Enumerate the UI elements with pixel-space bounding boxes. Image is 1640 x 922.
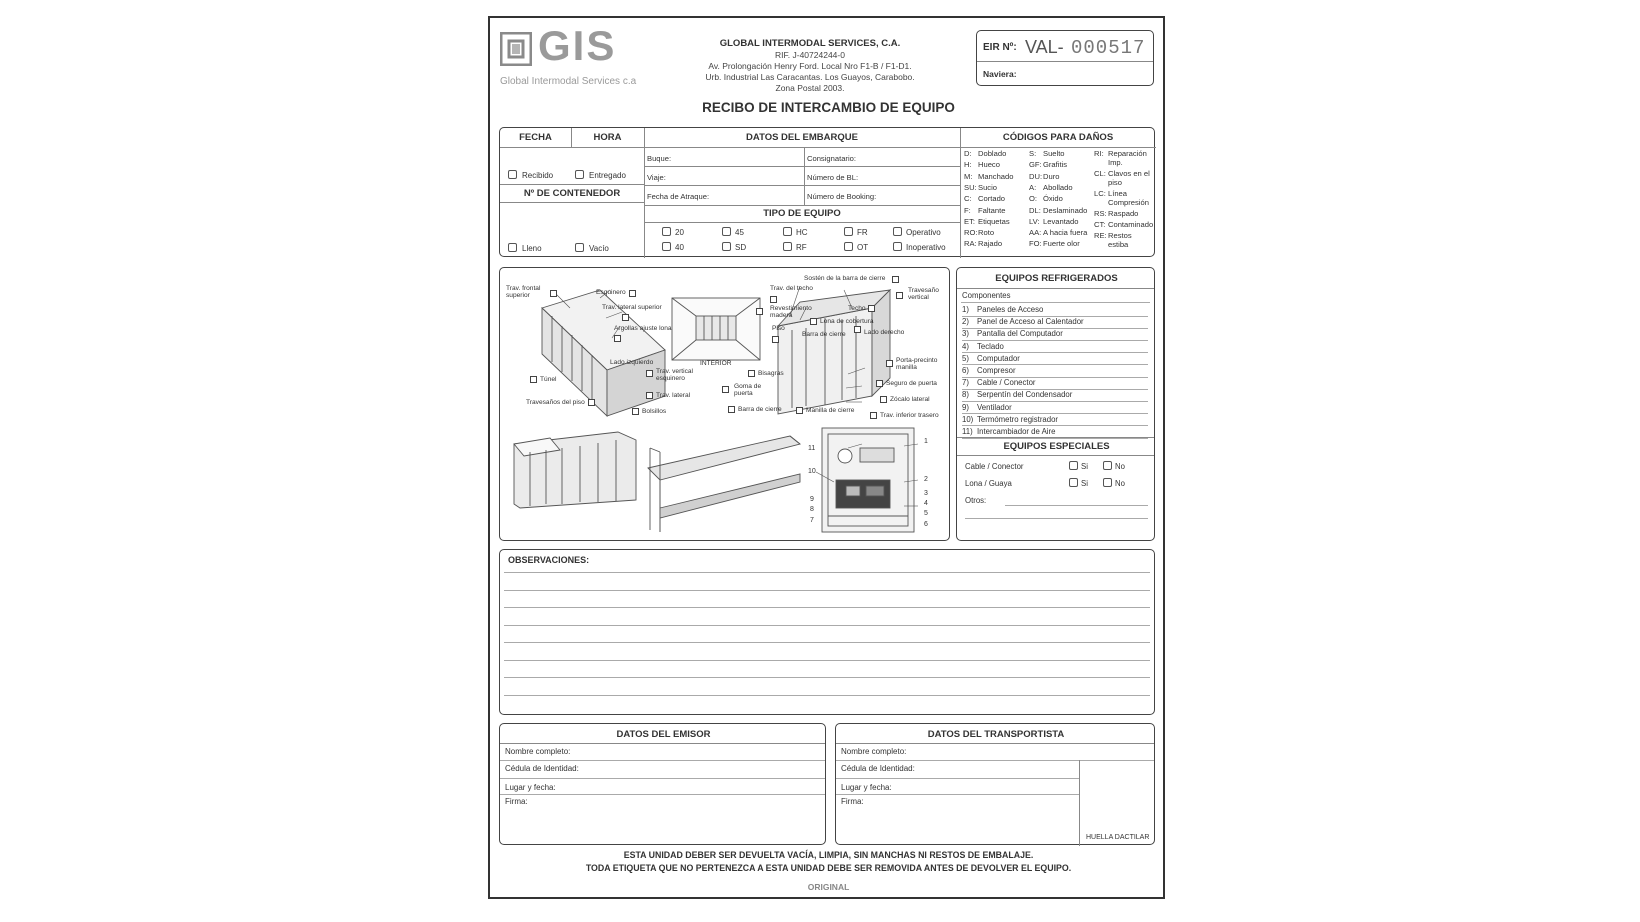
- emisor-firma-field[interactable]: Firma:: [505, 797, 528, 806]
- damage-code: [964, 218, 1010, 226]
- observaciones-rule: [504, 660, 1150, 661]
- damage-code: [1029, 150, 1065, 158]
- damage-code: [1094, 190, 1127, 198]
- damage-code-key: RS:: [1094, 209, 1107, 218]
- label-trav-techo: Trav. del techo: [770, 285, 813, 292]
- hora-input[interactable]: [572, 148, 643, 166]
- fecha-header: FECHA: [519, 132, 552, 143]
- refrigerado-item: [962, 330, 1063, 338]
- equipos-box: [956, 267, 1155, 541]
- emisor-header: DATOS DEL EMISOR: [616, 729, 711, 740]
- sq-esquinero[interactable]: [629, 290, 636, 297]
- sq-porta-precinto[interactable]: [886, 360, 893, 367]
- label-lado-der: Lado derecho: [864, 329, 905, 336]
- damage-code-key: DU:: [1029, 171, 1043, 181]
- damage-code-desc: Hueco: [978, 160, 1000, 170]
- eir-divider: [977, 61, 1153, 62]
- refrigerado-item-label: Teclado: [977, 341, 1004, 351]
- damage-code-desc: Manchado: [978, 171, 1014, 181]
- damage-code: [1094, 232, 1132, 240]
- damage-code-key: D:: [964, 149, 972, 158]
- tipo-sd-label: SD: [735, 243, 747, 252]
- damage-code-key: LC:: [1094, 189, 1106, 198]
- transportista-box: [835, 723, 1155, 845]
- damage-code: [964, 229, 994, 237]
- componentes-label: Componentes: [962, 291, 1011, 300]
- refrigerado-item: [962, 391, 1072, 399]
- damage-code: [964, 184, 997, 192]
- company-name: GLOBAL INTERMODAL SERVICES, C.A.: [719, 38, 901, 49]
- damage-code-desc: Deslaminado: [1043, 205, 1088, 215]
- logo-letters: GIS: [538, 22, 617, 69]
- damage-code-key: SU:: [964, 182, 977, 192]
- damage-code-key: ET:: [964, 216, 975, 226]
- damage-code-desc: Sucio: [978, 182, 997, 192]
- logo-mark-icon: [500, 32, 532, 66]
- codigos-header: CÓDIGOS PARA DAÑOS: [1002, 132, 1114, 143]
- viaje-field[interactable]: Viaje:: [647, 173, 666, 182]
- damage-code-desc: Restos: [1108, 231, 1132, 240]
- lona-no-checkbox[interactable]: [1103, 478, 1112, 487]
- bl-field[interactable]: Número de BL:: [807, 173, 859, 182]
- reefer-num-8: 8: [810, 506, 814, 513]
- lleno-label: Lleno: [522, 244, 542, 253]
- observaciones-rule: [504, 642, 1150, 643]
- damage-code-key: RE:: [1094, 231, 1107, 240]
- buque-field[interactable]: Buque:: [647, 154, 672, 163]
- eir-box: [976, 30, 1154, 86]
- damage-code: [1029, 218, 1078, 226]
- tipo-45-checkbox[interactable]: [722, 227, 731, 236]
- damage-code-desc: Duro: [1043, 171, 1060, 181]
- label-trav-inferior: Trav. inferior trasero: [880, 412, 939, 419]
- label-revestimiento: Revestimiento madera: [770, 305, 812, 319]
- tipo-40-label: 40: [675, 243, 684, 252]
- sq-revestimiento[interactable]: [756, 308, 763, 315]
- refrigerado-item: [962, 343, 1004, 351]
- tipo-hc-label: HC: [796, 228, 808, 237]
- damage-code-desc-cont: estiba: [1108, 240, 1129, 249]
- company-header: [680, 38, 940, 94]
- damage-code-desc: Levantado: [1043, 216, 1079, 226]
- lona-si-label: Si: [1081, 479, 1088, 488]
- damage-code: [1094, 150, 1147, 158]
- refrigerado-item-number: 7): [962, 378, 969, 388]
- damage-code-desc: Reparación: [1108, 149, 1147, 158]
- refrigerado-item-number: 3): [962, 329, 969, 339]
- label-barra-cierre-bottom: Barra de cierre: [738, 406, 782, 413]
- observaciones-rule: [504, 572, 1150, 573]
- tipo-ot-checkbox[interactable]: [844, 242, 853, 251]
- refrigerado-item-number: 2): [962, 317, 969, 327]
- observaciones-box: [499, 549, 1155, 715]
- sq-bisagras[interactable]: [748, 370, 755, 377]
- cable-no-checkbox[interactable]: [1103, 461, 1112, 470]
- booking-field[interactable]: Número de Booking:: [807, 192, 877, 201]
- label-seguro: Seguro de puerta: [886, 380, 937, 387]
- observaciones-rule: [504, 625, 1150, 626]
- label-trav-lateral-sup: Trav. lateral superior: [602, 304, 662, 311]
- observaciones-rule: [504, 695, 1150, 696]
- company-rif: RIF. J-40724244-0: [775, 50, 845, 60]
- especiales-header: EQUIPOS ESPECIALES: [1003, 441, 1110, 452]
- refrigerado-item-label: Panel de Acceso al Calentador: [977, 317, 1084, 327]
- refrigerado-item: [962, 416, 1058, 424]
- damage-code-key: GF:: [1029, 160, 1042, 170]
- eir-label: EIR Nº:: [983, 42, 1017, 53]
- embarque-header: DATOS DEL EMBARQUE: [746, 132, 858, 143]
- footer-line-1: ESTA UNIDAD DEBER SER DEVUELTA VACÍA, LIMPIA, SIN MANCHAS NI RESTOS DE EMBALAJE.: [623, 850, 1034, 860]
- atraque-field[interactable]: Fecha de Atraque:: [647, 192, 710, 201]
- damage-code-key: RI:: [1094, 149, 1104, 158]
- reefer-num-5: 5: [924, 510, 928, 517]
- damage-code-desc: Grafitis: [1043, 160, 1068, 170]
- sq-trav-frontal[interactable]: [550, 290, 557, 297]
- damage-code: [964, 161, 1000, 169]
- damage-code: [964, 240, 1002, 248]
- eir-prefix: VAL-: [1025, 37, 1064, 57]
- label-interior: INTERIOR: [700, 360, 732, 367]
- damage-code-desc: Fuerte olor: [1043, 239, 1080, 249]
- damage-code-desc: Roto: [978, 228, 995, 238]
- lona-label: Lona / Guaya: [965, 479, 1012, 488]
- damage-code-desc-cont: Compresión: [1108, 198, 1149, 207]
- damage-code: [1029, 240, 1080, 248]
- transportista-cedula-field[interactable]: Cédula de Identidad:: [841, 764, 915, 773]
- sq-trav-inferior[interactable]: [870, 412, 877, 419]
- observaciones-lines[interactable]: [504, 550, 1150, 714]
- label-zocalo: Zócalo lateral: [890, 396, 930, 403]
- label-lona: Lona de cobertura: [820, 318, 874, 325]
- refrigerado-item: [962, 379, 1036, 387]
- recibido-checkbox[interactable]: [508, 170, 517, 179]
- sq-travesanos-piso[interactable]: [588, 399, 595, 406]
- refrigerado-item-number: 8): [962, 390, 969, 400]
- company-address-1: Av. Prolongación Henry Ford. Local Nro F1-B / F1-D1.: [708, 61, 912, 71]
- tipo-45-label: 45: [735, 228, 744, 237]
- tipo-ot-label: OT: [857, 243, 869, 252]
- damage-code: [1029, 184, 1073, 192]
- operativo-checkbox[interactable]: [893, 227, 902, 236]
- observaciones-rule: [504, 607, 1150, 608]
- refrigerado-item-label: Paneles de Acceso: [977, 305, 1044, 314]
- label-sosten: Sostén de la barra de cierre: [804, 275, 886, 282]
- transportista-nombre-field[interactable]: Nombre completo:: [841, 747, 907, 756]
- damage-code-key: CT:: [1094, 220, 1106, 229]
- lona-no-label: No: [1115, 479, 1125, 488]
- label-trav-vertical: Travesaño vertical: [908, 287, 939, 301]
- label-bisagras: Bisagras: [758, 370, 784, 377]
- label-tunel: Túnel: [540, 376, 557, 383]
- tipo-rf-label: RF: [796, 243, 807, 252]
- vacio-label: Vacío: [589, 244, 609, 253]
- sq-techo[interactable]: [868, 305, 875, 312]
- damage-code-key: C:: [964, 194, 972, 204]
- refrigerado-item-label: Ventilador: [977, 402, 1012, 412]
- reefer-num-3: 3: [924, 490, 928, 497]
- damage-code-key: DL:: [1029, 205, 1041, 215]
- sq-argollas[interactable]: [614, 335, 621, 342]
- damage-code: [1029, 161, 1067, 169]
- footer-line-2: TODA ETIQUETA QUE NO PERTENEZCA A ESTA UNIDAD DEBE SER REMOVIDA ANTES DE DEVOLVER EL EQUIPO.: [585, 863, 1072, 873]
- damage-code-desc: Línea: [1108, 189, 1128, 198]
- reefer-num-4: 4: [924, 500, 928, 507]
- cable-label: Cable / Conector: [965, 462, 1024, 471]
- damage-code: [964, 207, 1005, 215]
- damage-code-desc: Rajado: [978, 239, 1003, 249]
- refrigerado-item: [962, 367, 1016, 375]
- damage-code-key: A:: [1029, 182, 1037, 192]
- damage-code-key: RO:: [964, 228, 978, 238]
- recibido-label: Recibido: [522, 171, 554, 180]
- damage-code-desc: Doblado: [978, 149, 1007, 158]
- eir-number: 000517: [1071, 37, 1146, 59]
- damage-code: [964, 173, 1013, 181]
- damage-code: [1029, 195, 1063, 203]
- damage-code-desc: Suelto: [1043, 149, 1065, 158]
- refrigerado-item-label: Compresor: [977, 366, 1016, 375]
- sq-trav-vertical-esq[interactable]: [646, 370, 653, 377]
- label-piso: Piso: [772, 325, 785, 332]
- refrigerados-header: EQUIPOS REFRIGERADOS: [995, 273, 1118, 284]
- transportista-firma-field[interactable]: Firma:: [841, 797, 864, 806]
- refrigerado-item: [962, 306, 1043, 314]
- sq-barra-cierre-bottom[interactable]: [728, 406, 735, 413]
- refrigerado-item-label: Intercambiador de Aire: [977, 427, 1056, 436]
- damage-code: [1094, 170, 1150, 178]
- tipo-40-checkbox[interactable]: [662, 242, 671, 251]
- label-bolsillos: Bolsillos: [642, 408, 667, 415]
- huella-label: HUELLA DACTILAR: [1086, 834, 1150, 841]
- refrigerado-item-label: Pantalla del Computador: [977, 329, 1063, 339]
- reefer-num-9: 9: [810, 496, 814, 503]
- sq-trav-techo[interactable]: [770, 296, 777, 303]
- emisor-box: [499, 723, 826, 845]
- damage-code-desc: Cortado: [978, 194, 1006, 204]
- tipo-20-label: 20: [675, 228, 684, 237]
- consignatario-field[interactable]: Consignatario:: [807, 154, 856, 163]
- emisor-cedula-field[interactable]: Cédula de Identidad:: [505, 764, 579, 773]
- damage-code-key: F:: [964, 205, 971, 215]
- sq-sosten[interactable]: [892, 276, 899, 283]
- refrigerado-item: [962, 318, 1084, 326]
- logo-tagline: Global Intermodal Services c.a: [500, 76, 637, 87]
- damage-code-desc: Abollado: [1043, 182, 1073, 192]
- label-trav-lateral: Trav. lateral: [656, 392, 691, 399]
- refrigerado-item-number: 4): [962, 341, 969, 351]
- refrigerado-item-label: Cable / Conector: [977, 378, 1036, 388]
- operativo-label: Operativo: [906, 228, 941, 237]
- label-porta-precinto: Porta-precinto manilla: [896, 357, 938, 371]
- damage-code: [1094, 210, 1138, 218]
- vacio-checkbox[interactable]: [575, 243, 584, 252]
- refrigerado-item-label: Serpentín del Condensador: [977, 390, 1073, 400]
- sq-piso[interactable]: [772, 336, 779, 343]
- diagram-box: [499, 267, 950, 541]
- damage-code-key: S:: [1029, 149, 1037, 158]
- eir-form-page: [488, 16, 1165, 899]
- sq-trav-lateral[interactable]: [646, 392, 653, 399]
- reefer-num-1: 1: [924, 438, 928, 445]
- company-postal: Zona Postal 2003.: [775, 83, 845, 93]
- sq-goma[interactable]: [722, 386, 729, 393]
- label-techo: Techo: [848, 305, 866, 312]
- entregado-label: Entregado: [589, 171, 626, 180]
- inoperativo-label: Inoperativo: [906, 243, 946, 252]
- damage-code-desc: Etiquetas: [978, 216, 1010, 226]
- damage-code-desc: A hacia fuera: [1043, 228, 1088, 238]
- huella-area[interactable]: [1080, 761, 1154, 833]
- reefer-num-7: 7: [810, 517, 814, 524]
- emisor-lugar-field[interactable]: Lugar y fecha:: [505, 783, 556, 792]
- hora-header: HORA: [593, 132, 622, 143]
- reefer-num-10: 10: [808, 468, 816, 475]
- tipo-hc-checkbox[interactable]: [783, 227, 792, 236]
- transportista-header: DATOS DEL TRANSPORTISTA: [927, 729, 1065, 740]
- damage-code: [964, 150, 1006, 158]
- contenedor-header: Nº DE CONTENEDOR: [523, 188, 621, 199]
- otros-label: Otros:: [965, 496, 987, 505]
- refrigerado-item-number: 1): [962, 305, 969, 314]
- sq-trav-lateral-sup[interactable]: [622, 314, 629, 321]
- sq-tunel[interactable]: [530, 376, 537, 383]
- cable-si-label: Si: [1081, 462, 1088, 471]
- tipo-fr-label: FR: [857, 228, 868, 237]
- sq-lado-der[interactable]: [854, 326, 861, 333]
- emisor-nombre-field[interactable]: Nombre completo:: [505, 747, 571, 756]
- lleno-checkbox[interactable]: [508, 243, 517, 252]
- label-lado-izq: Lado izquierdo: [610, 359, 654, 366]
- sq-lona[interactable]: [810, 318, 817, 325]
- cable-si-checkbox[interactable]: [1069, 461, 1078, 470]
- damage-code-key: H:: [964, 160, 972, 170]
- tipo-20-checkbox[interactable]: [662, 227, 671, 236]
- damage-code: [1094, 221, 1153, 229]
- observaciones-header: OBSERVACIONES:: [508, 555, 590, 565]
- damage-code-desc: Faltante: [978, 205, 1006, 215]
- tipo-sd-checkbox[interactable]: [722, 242, 731, 251]
- refrigerado-item: [962, 404, 1012, 412]
- company-address-2: Urb. Industrial Las Caracantas. Los Guayos, Carabobo.: [705, 72, 915, 82]
- damage-code-desc-cont: Imp.: [1108, 158, 1123, 167]
- refrigerado-item-number: 9): [962, 402, 969, 412]
- naviera-label: Naviera:: [983, 69, 1017, 79]
- label-trav-vertical-esq: Trav. vertical esquinero: [656, 368, 694, 382]
- label-argollas: Argollas ajuste lona: [614, 325, 672, 332]
- damage-code-key: RA:: [964, 239, 977, 249]
- entregado-checkbox[interactable]: [575, 170, 584, 179]
- refrigerado-item-label: Termómetro registrador: [977, 414, 1059, 424]
- form-title: RECIBO DE INTERCAMBIO DE EQUIPO: [702, 100, 955, 115]
- damage-code-desc: Óxido: [1043, 194, 1063, 204]
- reefer-num-6: 6: [924, 521, 928, 528]
- damage-code-key: M:: [964, 171, 973, 181]
- refrigerado-item-number: 10): [962, 414, 974, 424]
- sq-zocalo[interactable]: [880, 396, 887, 403]
- damage-code-key: O:: [1029, 194, 1038, 204]
- sq-trav-vertical[interactable]: [896, 292, 903, 299]
- damage-code-key: LV:: [1029, 216, 1040, 226]
- inoperativo-checkbox[interactable]: [893, 242, 902, 251]
- refrigerado-item-number: 11): [962, 427, 973, 436]
- label-esquinero: Esquinero: [596, 289, 626, 296]
- contenedor-input[interactable]: [501, 204, 643, 234]
- label-barra-cierre: Barra de cierre: [802, 331, 846, 338]
- tipo-fr-checkbox[interactable]: [844, 227, 853, 236]
- label-goma: Goma de puerta: [734, 383, 762, 397]
- label-trav-frontal: Trav. frontal superior: [506, 285, 541, 299]
- damage-code-desc: Raspado: [1108, 209, 1139, 218]
- damage-code-desc-cont: piso: [1108, 178, 1122, 187]
- damage-code-key: FO:: [1029, 239, 1042, 249]
- sq-manilla[interactable]: [796, 407, 803, 414]
- reefer-num-2: 2: [924, 476, 928, 483]
- reefer-num-11: 11: [808, 445, 816, 452]
- damage-code: [1029, 173, 1059, 181]
- damage-code: [964, 195, 1005, 203]
- label-travesanos-piso: Travesaños del piso: [526, 399, 585, 406]
- damage-code-desc: Clavos en el: [1108, 169, 1150, 178]
- otros-input[interactable]: [1005, 505, 1148, 506]
- refrigerado-item-number: 5): [962, 353, 969, 363]
- lona-si-checkbox[interactable]: [1069, 478, 1078, 487]
- tipo-rf-checkbox[interactable]: [783, 242, 792, 251]
- label-manilla: Manilla de cierre: [806, 407, 855, 414]
- refrigerado-item-label: Computador: [977, 353, 1020, 363]
- sq-seguro[interactable]: [876, 380, 883, 387]
- transportista-lugar-field[interactable]: Lugar y fecha:: [841, 783, 892, 792]
- sq-bolsillos[interactable]: [632, 408, 639, 415]
- refrigerado-item: [962, 355, 1020, 363]
- damage-code: [1029, 207, 1087, 215]
- copy-label: ORIGINAL: [807, 882, 850, 892]
- damage-code-key: CL:: [1094, 169, 1106, 178]
- cable-no-label: No: [1115, 462, 1125, 471]
- fecha-input[interactable]: [501, 148, 570, 166]
- damage-code-desc: Contaminado: [1108, 220, 1154, 229]
- refrigerado-item: [962, 428, 1055, 436]
- gis-logo: [500, 22, 660, 88]
- top-table: [499, 127, 1155, 257]
- damage-code: [1029, 229, 1087, 237]
- damage-code-key: AA:: [1029, 228, 1042, 238]
- refrigerado-item-number: 6): [962, 366, 969, 375]
- tipo-equipo-header: TIPO DE EQUIPO: [763, 208, 841, 219]
- observaciones-rule: [504, 590, 1150, 591]
- observaciones-rule: [504, 677, 1150, 678]
